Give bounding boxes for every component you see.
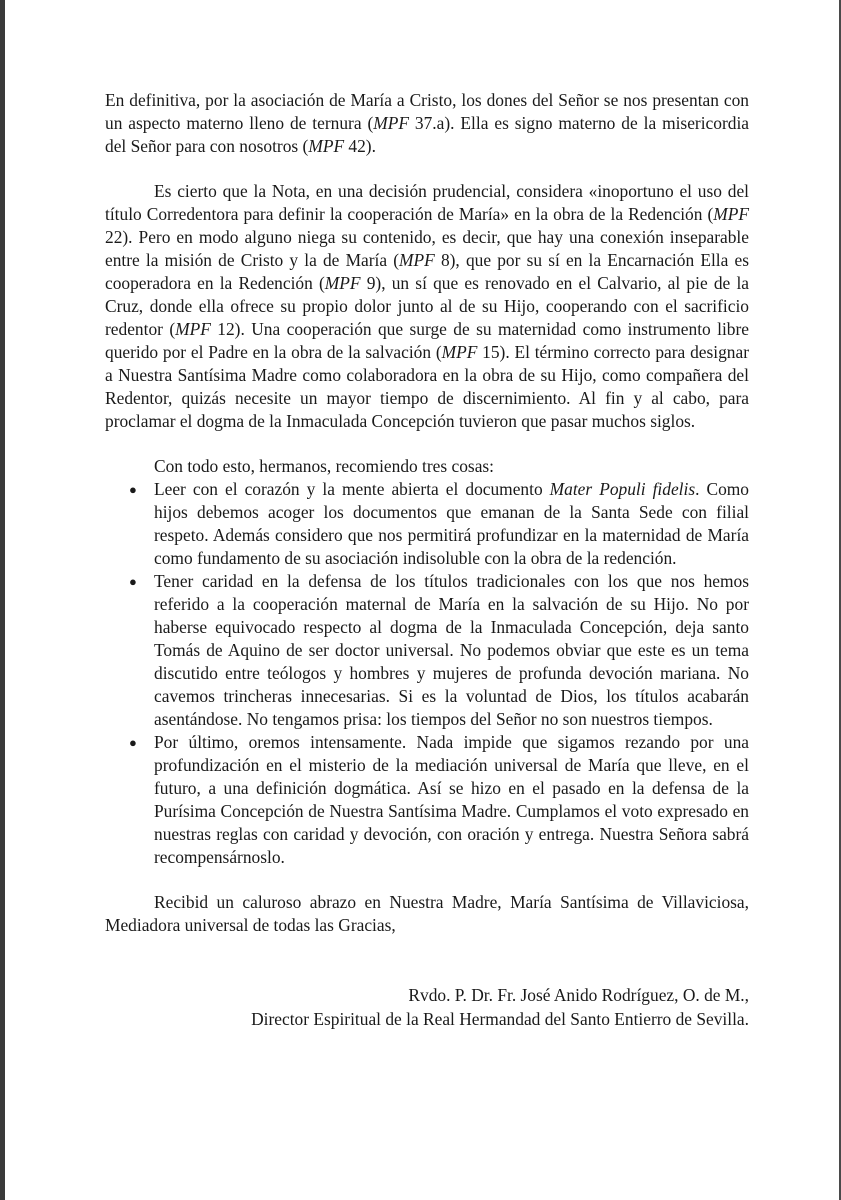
closing-greeting: Recibid un caluroso abrazo en Nuestra Madre, María Santísima de Villaviciosa, Mediadora universal de todas las Gracias, (105, 892, 749, 935)
text-run: Leer con el corazón y la mente abierta el documento (154, 479, 550, 499)
text-run: Por último, oremos intensamente. Nada impide que sigamos rezando por una profundización en el misterio de la mediación universal de María que lleve, en el futuro, a una definición dogmática. Así se hizo en el pasado en la defensa de la Purísima Concepción de Nuestra Santísima Madre. Cumplamos el voto expresado en nuestras reglas con caridad y devoción, con oración y entrega. Nuestra Señora sabrá recompensárnoslo. (154, 732, 749, 867)
text-run: . Como hijos debemos acoger los documentos que emanan de la Santa Sede con filial respeto. Además considero que nos permitirá profundizar en la maternidad de María como fundamento de su asociación indisoluble con la obra de la redención. (154, 479, 749, 568)
signer-title: Director Espiritual de la Real Hermandad del Santo Entierro de Sevilla. (251, 1009, 749, 1029)
bullet-icon: ● (129, 735, 137, 750)
recommendations-intro: Con todo esto, hermanos, recomiendo tres cosas: (154, 456, 495, 476)
citation-mpf: MPF (324, 273, 361, 293)
recommendations-list (105, 478, 749, 869)
list-item (105, 570, 749, 731)
text-run: 15). El término correcto para designar a Nuestra Santísima Madre como colaboradora en la obra de su Hijo, como compañera del Redentor, quizás necesite un mayor tiempo de discernimiento. Al fin y al cabo, para proclamar el dogma de la Inmaculada Concepción tuvieron que pasar muchos siglos. (105, 342, 749, 431)
text-run: 22). Pero en modo alguno niega su contenido, es decir, que hay una conexión inseparable entre la misión de Cristo y la de María ( (105, 227, 749, 270)
bullet-icon: ● (129, 574, 137, 589)
list-item (105, 731, 749, 869)
citation-mpf: MPF (373, 113, 409, 133)
text-run: 12). Una cooperación que surge de su maternidad como instrumento libre querido por el Padre en la obra de la salvación ( (105, 319, 750, 362)
citation-mpf: MPF (441, 342, 478, 362)
text-run: 37.a). Ella es signo materno de la misericordia del Señor para con nosotros ( (105, 113, 749, 156)
text-run: 9), un sí que es renovado en el Calvario, al pie de la Cruz, donde ella ofrece su propio dolor junto al de su Hijo, cooperando con el sacrificio redentor ( (105, 273, 749, 339)
bullet-icon: ● (129, 482, 137, 497)
scan-edge-left (0, 0, 5, 1200)
text-run: En definitiva, por la asociación de María a Cristo, los dones del Señor se nos presentan con un aspecto materno lleno de ternura ( (105, 90, 749, 133)
citation-mpf: MPF (713, 204, 749, 224)
paragraph-coredemptrix (105, 180, 749, 433)
signer-name: Rvdo. P. Dr. Fr. José Anido Rodríguez, O. de M., (408, 985, 749, 1005)
text-run: 42). (344, 136, 376, 156)
text-run: Tener caridad en la defensa de los títulos tradicionales con los que nos hemos referido a la cooperación maternal de María en la salvación de su Hijo. No por haberse equivocado respecto al dogma de la Inmaculada Concepción, deja santo Tomás de Aquino de ser doctor universal. No podemos obviar que este es un tema discutido entre teólogos y hombres y mujeres de profunda devoción mariana. No cavemos trincheras innecesarias. Si es la voluntad de Dios, los títulos acabarán asentándose. No tengamos prisa: los tiempos del Señor no son nuestros tiempos. (154, 571, 749, 729)
document-title: Mater Populi fidelis (549, 479, 696, 499)
letter-page (105, 89, 749, 1031)
text-run: Es cierto que la Nota, en una decisión prudencial, considera «inoportuno el uso del título Corredentora para definir la cooperación de María» en la obra de la Redención ( (105, 181, 749, 224)
citation-mpf: MPF (308, 136, 345, 156)
citation-mpf: MPF (399, 250, 435, 270)
signature-block (105, 983, 749, 1031)
paragraph-tenderness (105, 89, 749, 158)
citation-mpf: MPF (175, 319, 211, 339)
text-run: 8), que por su sí en la Encarnación Ella es cooperadora en la Redención ( (105, 250, 749, 293)
list-item (105, 478, 749, 570)
